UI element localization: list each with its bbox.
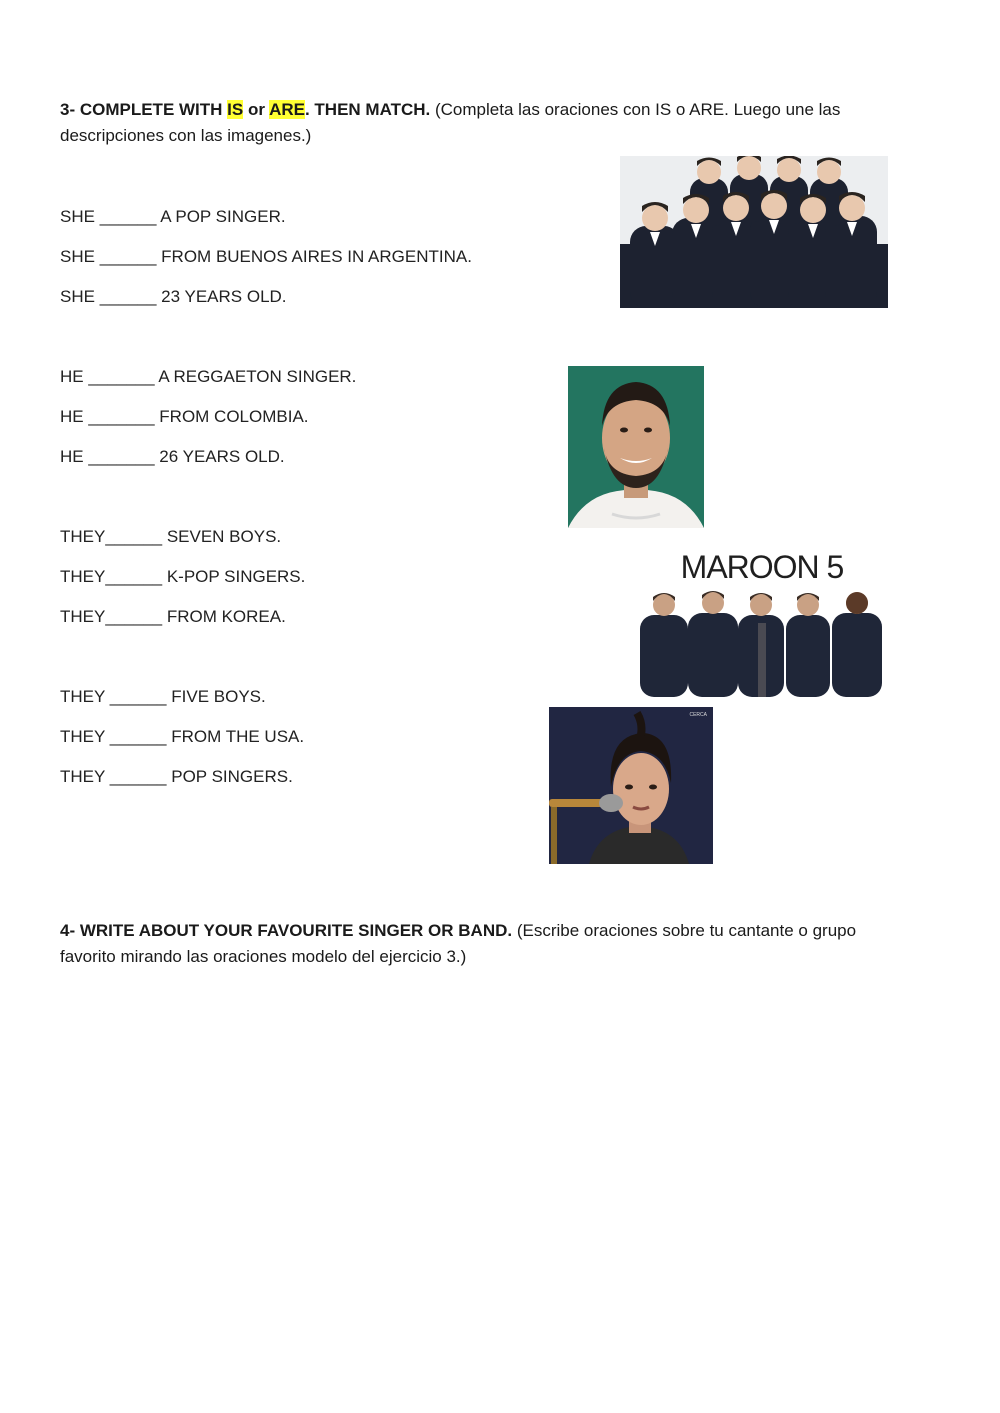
sentence-text: A POP SINGER.: [160, 207, 286, 226]
exercise-3-title-part2: . THEN MATCH.: [304, 100, 431, 119]
sentence-text: FROM THE USA.: [171, 727, 305, 746]
sentence-text: FROM COLOMBIA.: [159, 407, 309, 426]
band-photo: [638, 543, 885, 697]
sentence-subject: THEY: [60, 687, 106, 706]
sentence-text: SEVEN BOYS.: [166, 527, 282, 546]
sentence-text: FROM BUENOS AIRES IN ARGENTINA.: [161, 247, 472, 266]
sentence-he-1: [60, 367, 356, 387]
pop-singer-photo: [549, 707, 713, 864]
exercise-4-heading: [60, 918, 900, 970]
exercise-4-instruction: (Escribe oraciones sobre tu cantante o grupo favorito mirando las oraciones modelo del ejercicio 3.): [60, 921, 857, 966]
answer-blank[interactable]: ______: [99, 247, 157, 266]
sentence-subject: HE: [60, 367, 84, 386]
answer-blank[interactable]: _______: [88, 407, 155, 426]
highlight-is: IS: [227, 100, 244, 119]
sentence-she-3: [60, 287, 287, 307]
sentence-text: K-POP SINGERS.: [166, 567, 306, 586]
answer-blank[interactable]: ______: [109, 727, 167, 746]
photo-watermark: CERCA: [689, 712, 707, 718]
exercise-3-title-part1: 3- COMPLETE WITH: [60, 100, 228, 119]
exercise-3-heading: [60, 97, 900, 149]
sentence-text: POP SINGERS.: [171, 767, 293, 786]
answer-blank[interactable]: ______: [105, 567, 163, 586]
exercise-3-instruction: (Completa las oraciones con IS o ARE. Luego une las descripciones con las imagenes.): [60, 100, 841, 145]
sentence-text: 26 YEARS OLD.: [159, 447, 285, 466]
answer-blank[interactable]: ______: [105, 527, 163, 546]
sentence-subject: THEY: [60, 767, 106, 786]
sentence-subject: THEY: [60, 567, 106, 586]
sentence-she-1: [60, 207, 286, 227]
sentence-subject: THEY: [60, 727, 106, 746]
exercise-3-title-or: or: [243, 100, 270, 119]
sentence-subject: HE: [60, 447, 84, 466]
sentence-subject: SHE: [60, 247, 95, 266]
answer-blank[interactable]: ______: [105, 607, 163, 626]
sentence-subject: THEY: [60, 527, 106, 546]
sentence-they-a-1: [60, 527, 281, 547]
answer-blank[interactable]: ______: [99, 287, 157, 306]
highlight-are: ARE: [269, 100, 305, 119]
sentence-subject: HE: [60, 407, 84, 426]
sentence-he-3: [60, 447, 285, 467]
answer-blank[interactable]: ______: [109, 687, 167, 706]
answer-blank[interactable]: ______: [109, 767, 167, 786]
sentence-subject: THEY: [60, 607, 106, 626]
sentence-they-b-2: [60, 727, 304, 747]
answer-blank[interactable]: ______: [99, 207, 157, 226]
sentence-subject: SHE: [60, 287, 95, 306]
sentence-text: 23 YEARS OLD.: [161, 287, 287, 306]
sentence-text: FROM KOREA.: [166, 607, 286, 626]
sentence-they-a-3: [60, 607, 286, 627]
answer-blank[interactable]: _______: [88, 447, 155, 466]
sentence-subject: SHE: [60, 207, 95, 226]
answer-blank[interactable]: _______: [88, 367, 155, 386]
sentence-text: A REGGAETON SINGER.: [158, 367, 357, 386]
reggaeton-singer-photo: [568, 366, 704, 528]
sentence-he-2: [60, 407, 309, 427]
kpop-group-photo: [620, 156, 888, 308]
sentence-they-a-2: [60, 567, 305, 587]
sentence-they-b-1: [60, 687, 266, 707]
sentence-she-2: [60, 247, 472, 267]
exercise-4-title: 4- WRITE ABOUT YOUR FAVOURITE SINGER OR BAND.: [60, 921, 513, 940]
band-logo-text: MAROON 5: [680, 549, 844, 585]
sentence-they-b-3: [60, 767, 293, 787]
sentence-text: FIVE BOYS.: [171, 687, 266, 706]
